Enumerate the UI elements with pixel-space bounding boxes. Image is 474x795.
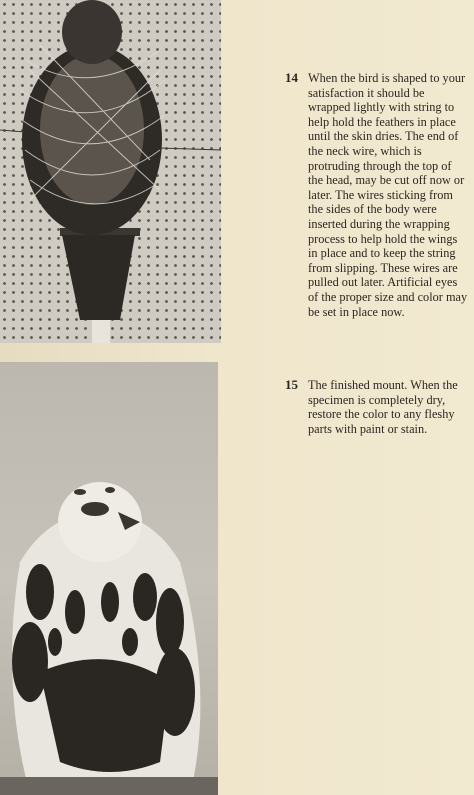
photo-wrapped-bird	[0, 0, 221, 343]
finished-hawk-illustration	[0, 362, 218, 795]
step-14-number: 14	[285, 70, 298, 85]
step-14	[285, 70, 468, 319]
photo-finished-mount	[0, 362, 218, 795]
step-15	[285, 377, 468, 436]
step-14-text: When the bird is shaped to your satisfaction it should be wrapped lightly with string to help hold the feathers in place until the skin dries. The end of the neck wire, which is protruding through the top of the head, may be cut off now or later. The wires sticking from the sides of the body were inserted during the wrapping process to help hold the wings in place and to keep the string from slipping. These wires are pulled out later. Artificial eyes of the proper size and color may be set in place now.	[308, 71, 468, 319]
step-15-text: The finished mount. When the specimen is completely dry, restore the color to any fleshy parts with paint or stain.	[308, 378, 458, 436]
step-15-number: 15	[285, 377, 298, 392]
wrapped-bird-illustration	[0, 0, 221, 343]
